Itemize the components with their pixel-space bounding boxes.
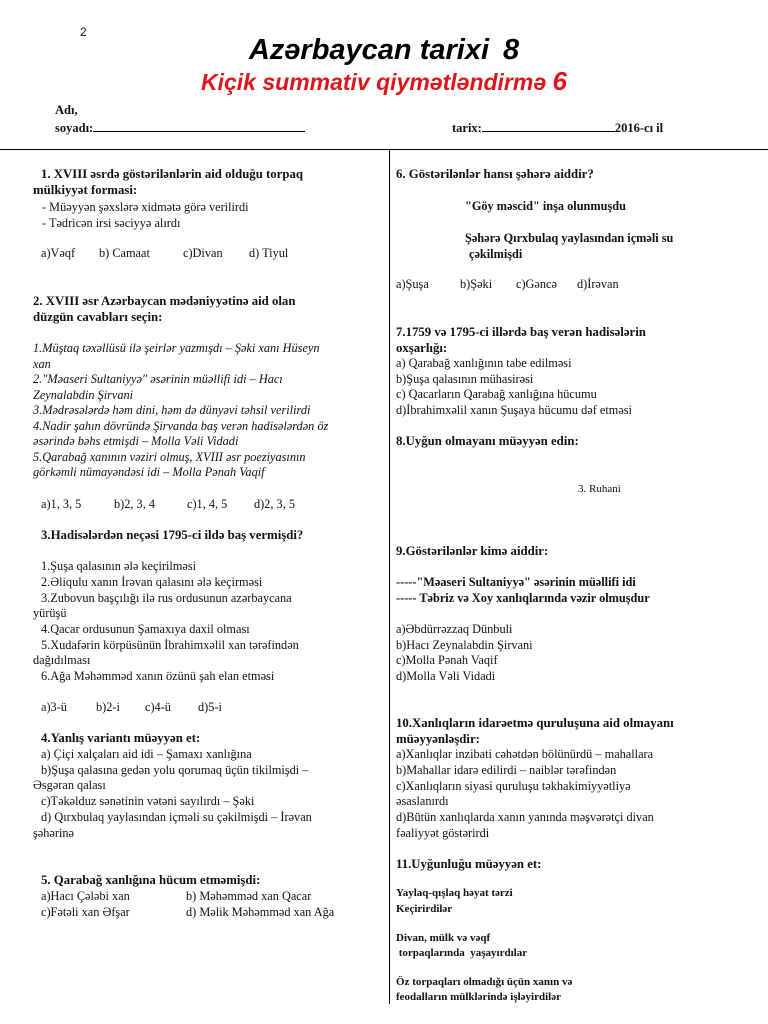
q2-item: əsərində bəhs etmişdi – Molla Vəli Vidadi bbox=[33, 434, 239, 448]
q9-option-b[interactable]: b)Hacı Zeynalabdin Şirvani bbox=[396, 638, 533, 652]
q3-option-a[interactable]: a)3-ü bbox=[41, 700, 67, 714]
surname-blank[interactable] bbox=[93, 121, 305, 132]
q11-item: feodalların mülklərində işləyirdilər bbox=[396, 991, 561, 1003]
q7-title-line2: oxşarlığı: bbox=[396, 341, 448, 355]
q6-clue: Şəhərə Qırxbulaq yaylasından içməli su bbox=[465, 231, 674, 245]
q7-option[interactable]: d)İbrahimxəlil xanın Şuşaya hücumu dəf etməsi bbox=[396, 403, 632, 417]
q2-title-line2: düzgün cavabları seçin: bbox=[33, 310, 163, 324]
q10-option[interactable]: b)Mahallar idarə edilirdi – naiblər tərəfindən bbox=[396, 763, 617, 777]
q4-option-cont: şəhərinə bbox=[33, 826, 74, 840]
q10-title-line1: 10.Xanlıqların idarəetmə quruluşuna aid olmayanı bbox=[396, 716, 674, 730]
q9-clue: -----"Məaseri Sultaniyyə" əsərinin müəllifi idi bbox=[396, 575, 636, 589]
q11-item: Yaylaq-qışlaq həyat tərzi bbox=[396, 887, 513, 899]
q1-option-d[interactable]: d) Tiyul bbox=[249, 246, 289, 260]
q3-option-b[interactable]: b)2-i bbox=[96, 700, 120, 714]
subtitle-text: Kiçik summativ qiymətləndirmə bbox=[201, 69, 547, 95]
q11-item: Divan, mülk və vəqf bbox=[396, 932, 491, 944]
q6-title: 6. Göstərilənlər hansı şəhərə aiddir? bbox=[396, 167, 594, 181]
q3-item: 3.Zubovun başçılığı ilə rus ordusunun azərbaycana bbox=[41, 591, 292, 605]
page-title bbox=[0, 34, 768, 67]
q11-title: 11.Uyğunluğu müəyyən et: bbox=[396, 857, 542, 871]
q2-item: 4.Nadir şahın dövründə Şirvanda baş verən hadisələrdən öz bbox=[33, 419, 329, 433]
q2-item: görkəmli nümayəndəsi idi – Molla Pənah Vaqif bbox=[33, 465, 265, 479]
page-subtitle bbox=[0, 66, 768, 97]
q5-option-b[interactable]: b) Məhəmməd xan Qacar bbox=[186, 889, 312, 903]
title-grade: 8 bbox=[503, 34, 520, 66]
q2-option-a[interactable]: a)1, 3, 5 bbox=[41, 497, 82, 511]
q2-item: Zeynalabdin Şirvani bbox=[33, 388, 134, 402]
q3-option-d[interactable]: d)5-i bbox=[198, 700, 222, 714]
q10-title-line2: müəyyənləşdir: bbox=[396, 732, 480, 746]
q3-item: 4.Qacar ordusunun Şamaxıya daxil olması bbox=[41, 622, 250, 636]
surname-field[interactable] bbox=[55, 121, 305, 136]
q9-option-a[interactable]: a)Əbdürrəzzaq Dünbuli bbox=[396, 622, 513, 636]
q2-item: xan bbox=[33, 357, 51, 371]
name-label: Adı, bbox=[55, 103, 78, 117]
q2-options bbox=[41, 497, 295, 513]
q10-option-cont: əsaslanırdı bbox=[396, 794, 449, 808]
date-blank[interactable] bbox=[482, 121, 615, 132]
q6-option-d[interactable]: d)İrəvan bbox=[577, 277, 619, 291]
q10-option[interactable]: a)Xanlıqlar inzibati cəhətdən bölünürdü – mahallara bbox=[396, 747, 654, 761]
q9-option-c[interactable]: c)Molla Pənah Vaqif bbox=[396, 653, 498, 667]
q4-option[interactable]: c)Təkəlduz sənətinin vətəni sayılırdı – Şəki bbox=[41, 794, 255, 808]
q1-title-line1: 1. XVIII əsrdə göstərilənlərin aid olduğu torpaq bbox=[41, 167, 303, 181]
title-text: Azərbaycan tarixi bbox=[248, 34, 490, 66]
q2-option-b[interactable]: b)2, 3, 4 bbox=[114, 497, 155, 511]
q9-option-d[interactable]: d)Molla Vəli Vidadi bbox=[396, 669, 496, 683]
q7-option[interactable]: c) Qacarların Qarabağ xanlığına hücumu bbox=[396, 387, 597, 401]
q3-item: 1.Şuşa qalasının ələ keçirilməsi bbox=[41, 559, 197, 573]
q6-option-b[interactable]: b)Şəki bbox=[460, 277, 493, 291]
q1-title-line2: mülkiyyət formasi: bbox=[33, 183, 138, 197]
q2-option-c[interactable]: c)1, 4, 5 bbox=[187, 497, 228, 511]
q1-point: - Müəyyən şəxslərə xidmətə görə verilirdi bbox=[42, 200, 249, 214]
q6-option-a[interactable]: a)Şuşa bbox=[396, 277, 429, 291]
q2-title-line1: 2. XVIII əsr Azərbaycan mədəniyyətinə aid olan bbox=[33, 294, 296, 308]
subtitle-number: 6 bbox=[552, 66, 567, 96]
q4-option[interactable]: a) Çiçi xalçaları aid idi – Şamaxı xanlığına bbox=[41, 747, 252, 761]
q5-option-d[interactable]: d) Məlik Məhəmməd xan Ağa bbox=[186, 905, 335, 919]
q1-point: - Tədricən irsi səciyyə alırdı bbox=[42, 216, 181, 230]
q3-item: 5.Xudafərin körpüsünün İbrahimxəlil xan tərəfindən bbox=[41, 638, 299, 652]
q9-clue: ----- Təbriz və Xoy xanlıqlarında vəzir olmuşdur bbox=[396, 591, 650, 605]
q4-title: 4.Yanlış variantı müəyyən et: bbox=[41, 731, 201, 745]
q11-item: Öz torpaqları olmadığı üçün xanın və bbox=[396, 976, 573, 988]
q3-title: 3.Hadisələrdən neçəsi 1795-ci ildə baş vermişdi? bbox=[41, 528, 304, 542]
q2-item: 2."Məaseri Sultaniyyə" əsərinin müəllifi idi – Hacı bbox=[33, 372, 283, 386]
q3-item: 2.Əliqulu xanın İrəvan qalasını ələ keçirməsi bbox=[41, 575, 263, 589]
q1-options bbox=[41, 246, 289, 262]
q8-title: 8.Uyğun olmayanı müəyyən edin: bbox=[396, 434, 579, 448]
surname-label: soyadı: bbox=[55, 121, 94, 135]
date-field[interactable] bbox=[452, 121, 663, 136]
q5-option-a[interactable]: a)Hacı Çələbi xan bbox=[41, 889, 130, 903]
q9-title: 9.Göstərilənlər kimə aiddir: bbox=[396, 544, 549, 558]
q2-item: 5.Qarabağ xanının vəziri olmuş, XVIII əsr poeziyasının bbox=[33, 450, 306, 464]
q1-option-b[interactable]: b) Camaat bbox=[99, 246, 150, 260]
q2-item: 1.Müştaq təxəllüsü ilə şeirlər yazmışdı – Şəki xanı Hüseyn bbox=[33, 341, 320, 355]
q3-item: yürüşü bbox=[33, 606, 67, 620]
q3-item: dağıdılması bbox=[33, 653, 91, 667]
column-divider bbox=[389, 150, 390, 1004]
q3-options bbox=[41, 700, 222, 716]
q6-clue: "Göy məscid" inşa olunmuşdu bbox=[465, 199, 626, 213]
q10-option[interactable]: d)Bütün xanlıqlarda xanın yanında məşvərətçi divan bbox=[396, 810, 654, 824]
q4-option[interactable]: b)Şuşa qalasına gedən yolu qorumaq üçün tikilmişdi – bbox=[41, 763, 309, 777]
q4-option[interactable]: d) Qırxbulaq yaylasından içməli su çəkilmişdi – İrəvan bbox=[41, 810, 312, 824]
header-divider bbox=[0, 149, 768, 150]
q11-item: Keçirirdilər bbox=[396, 903, 453, 915]
q6-clue: çəkilmişdi bbox=[469, 247, 523, 261]
q3-item: 6.Ağa Məhəmməd xanın özünü şah elan etməsi bbox=[41, 669, 275, 683]
q5-option-c[interactable]: c)Fətəli xan Əfşar bbox=[41, 905, 130, 919]
q10-option[interactable]: c)Xanlıqların siyasi quruluşu təkhakimiyyətliyə bbox=[396, 779, 631, 793]
q2-item: 3.Mədrəsələrdə həm dini, həm də dünyəvi təhsil verilirdi bbox=[33, 403, 311, 417]
q2-option-d[interactable]: d)2, 3, 5 bbox=[254, 497, 295, 511]
page-number: 2 bbox=[80, 25, 87, 39]
q1-option-a[interactable]: a)Vəqf bbox=[41, 246, 76, 260]
q8-item[interactable]: 3. Ruhani bbox=[578, 483, 621, 495]
q6-options bbox=[396, 277, 619, 293]
q7-option[interactable]: b)Şuşa qalasının mühasirəsi bbox=[396, 372, 534, 386]
q6-option-c[interactable]: c)Gəncə bbox=[516, 277, 557, 291]
q10-option-cont: fəaliyyət göstərirdi bbox=[396, 826, 490, 840]
q5-title: 5. Qarabağ xanlığına hücum etməmişdi: bbox=[41, 873, 261, 887]
q7-option[interactable]: a) Qarabağ xanlığının tabe edilməsi bbox=[396, 356, 572, 370]
year-suffix: 2016-cı il bbox=[614, 121, 664, 135]
q11-item: torpaqlarında yaşayırdılar bbox=[396, 947, 528, 959]
q4-option-cont: Əsgəran qalası bbox=[33, 778, 106, 792]
q3-option-c[interactable]: c)4-ü bbox=[145, 700, 171, 714]
q7-title-line1: 7.1759 və 1795-ci illərdə baş verən hadisələrin bbox=[396, 325, 646, 339]
q1-option-c[interactable]: c)Divan bbox=[183, 246, 223, 260]
date-label: tarix: bbox=[452, 121, 482, 135]
